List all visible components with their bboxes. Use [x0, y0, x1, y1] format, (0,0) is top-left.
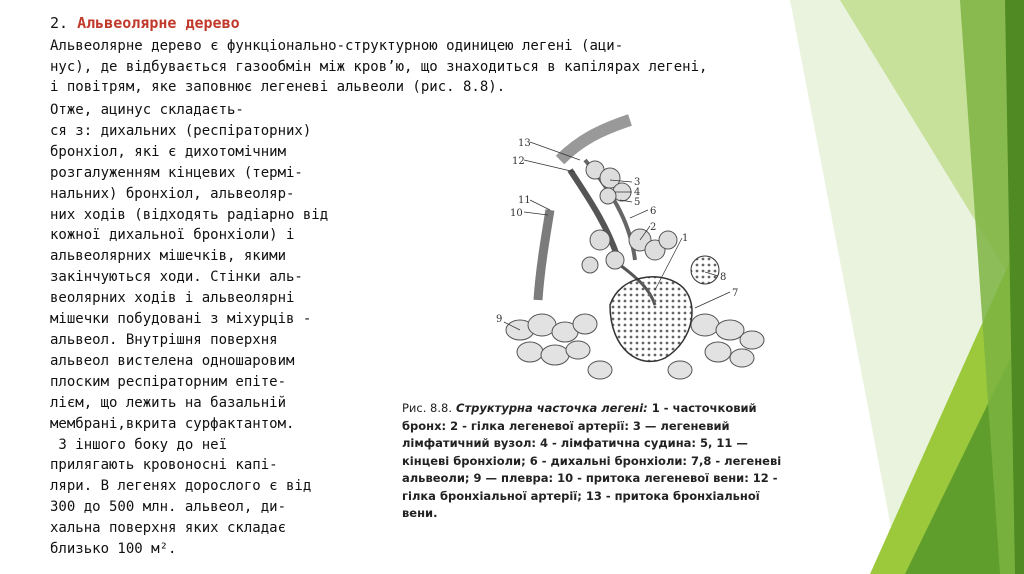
label-6: 6: [650, 206, 657, 217]
heading-title: Альвеолярне дерево: [77, 14, 240, 32]
label-10: 10: [510, 208, 523, 219]
label-13: 13: [518, 138, 531, 149]
label-7: 7: [732, 288, 739, 299]
figure-caption: [402, 400, 782, 523]
label-3: 3: [634, 177, 641, 188]
caption-text: 1 - часточковий бронх: 2 - гілка легеневої артерії: 3 — легеневий лімфатичний вузол: 4 - лімфатична судина: 5, 11 — кінцеві бронхіоли; 6 - дихальні бронхіоли: 7,8 - легеневі альвеоли; 9 — плевра: 10 - притока легеневої вени: 12 - гілка бронхіальної артерії; 13 - притока бронхіальної вени.: [402, 401, 782, 520]
label-4: 4: [634, 187, 641, 198]
label-8: 8: [720, 272, 727, 283]
label-12: 12: [512, 156, 525, 167]
body-paragraph: Отже, ацинус складаєть- ся з: дихальних (респіраторних) бронхіол, які є дихотомічним розгалуженням кінцевих (термі- нальних) бронхіол, альвеоляр- них ходів (відходять радіарно від кожної дихальної бронхіоли) і альвеолярних мішечків, якими закінчуються ходи. Стінки аль- веолярних ходів і альвеолярні мішечки побудовані з міхурців - альвеол. Внутрішня поверхня альвеол вистелена одношаровим плоским респіраторним епіте- лієм, що лежить на базальній мембрані,вкрита сурфактантом. З іншого боку до неї прилягають кровоносні капі- ляри. В легенях дорослого є від 300 до 500 млн. альвеол, ди- хальна поверхня яких складає близько 100 м².: [50, 102, 329, 558]
caption-label: Рис. 8.8.: [402, 401, 452, 415]
label-9: 9: [496, 314, 503, 325]
label-11: 11: [518, 195, 531, 206]
label-5: 5: [634, 197, 641, 208]
heading-number: 2.: [50, 14, 69, 32]
acinus-illustration: [490, 100, 790, 396]
caption-title: Структурна часточка легені:: [456, 401, 648, 415]
label-2: 2: [650, 222, 657, 233]
intro-paragraph: Альвеолярне дерево є функціонально-структурною одиницею легені (аци- нус), де відбувається газообмін між кров’ю, що знаходиться в капілярах легені, і повітрям, яке заповнює легеневі альвеоли (рис. 8.8).: [50, 38, 708, 95]
label-1: 1: [682, 233, 689, 244]
page-heading: [50, 12, 240, 34]
